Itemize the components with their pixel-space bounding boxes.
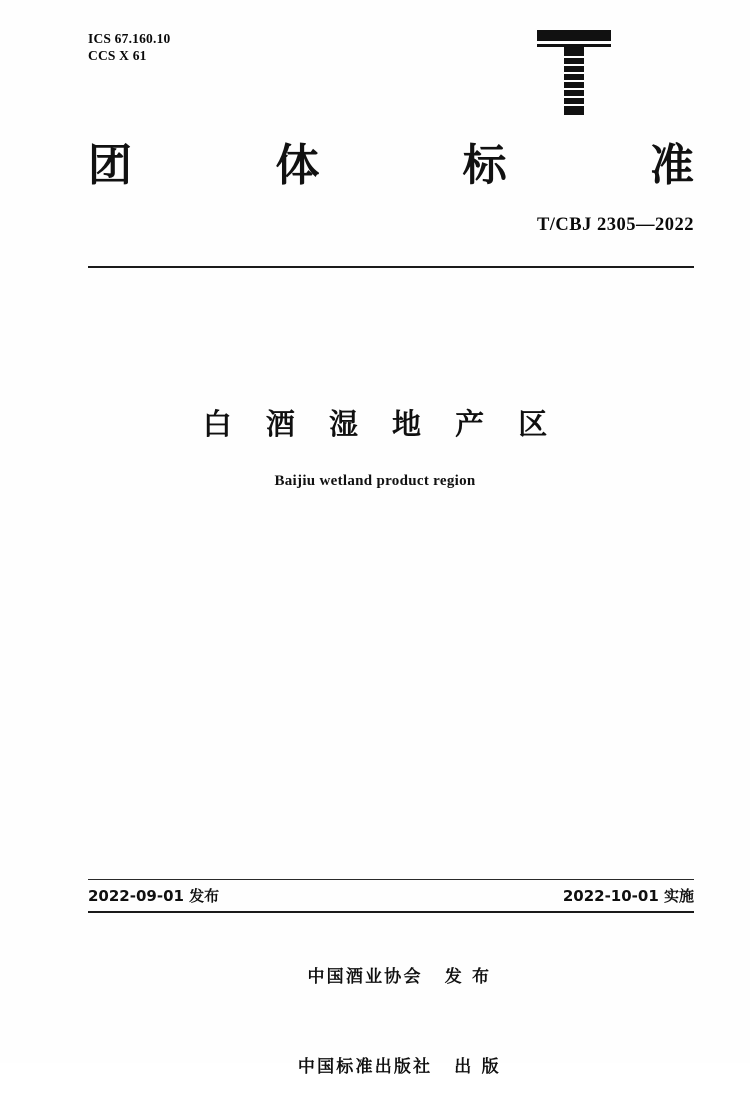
issuer-line (0, 932, 750, 1022)
standard-type-heading (88, 138, 694, 194)
standard-type-char-2: 体 (275, 140, 320, 191)
ics-code: ICS 67.160.10 (88, 31, 171, 46)
implementation-date: 2022-10-01 实施 (562, 887, 694, 905)
standard-type-char-1: 团 (88, 140, 132, 191)
issuer-action: 发 布 (444, 967, 492, 987)
footer-divider-bottom (88, 911, 694, 913)
publisher-block (0, 932, 750, 1112)
standard-number: T/CBJ 2305—2022 (536, 215, 694, 235)
document-title-chinese: 白 酒 湿 地 产 区 (202, 407, 560, 441)
footer-divider-top (88, 879, 694, 880)
document-title-english: Baijiu wetland product region (274, 473, 476, 489)
header-divider (88, 266, 694, 268)
standard-type-char-3: 标 (462, 140, 507, 191)
press-line (0, 1022, 750, 1112)
press-action: 出 版 (454, 1057, 501, 1077)
issuer-organization: 中国酒业协会 (307, 967, 423, 987)
classification-codes (88, 30, 171, 64)
issue-date: 2022-09-01 发布 (88, 887, 220, 905)
standard-type-char-4: 准 (649, 140, 694, 191)
press-organization: 中国标准出版社 (297, 1057, 433, 1077)
letter-t-logo-icon (534, 26, 614, 118)
ccs-code: CCS X 61 (88, 48, 147, 63)
publication-dates (88, 885, 694, 906)
